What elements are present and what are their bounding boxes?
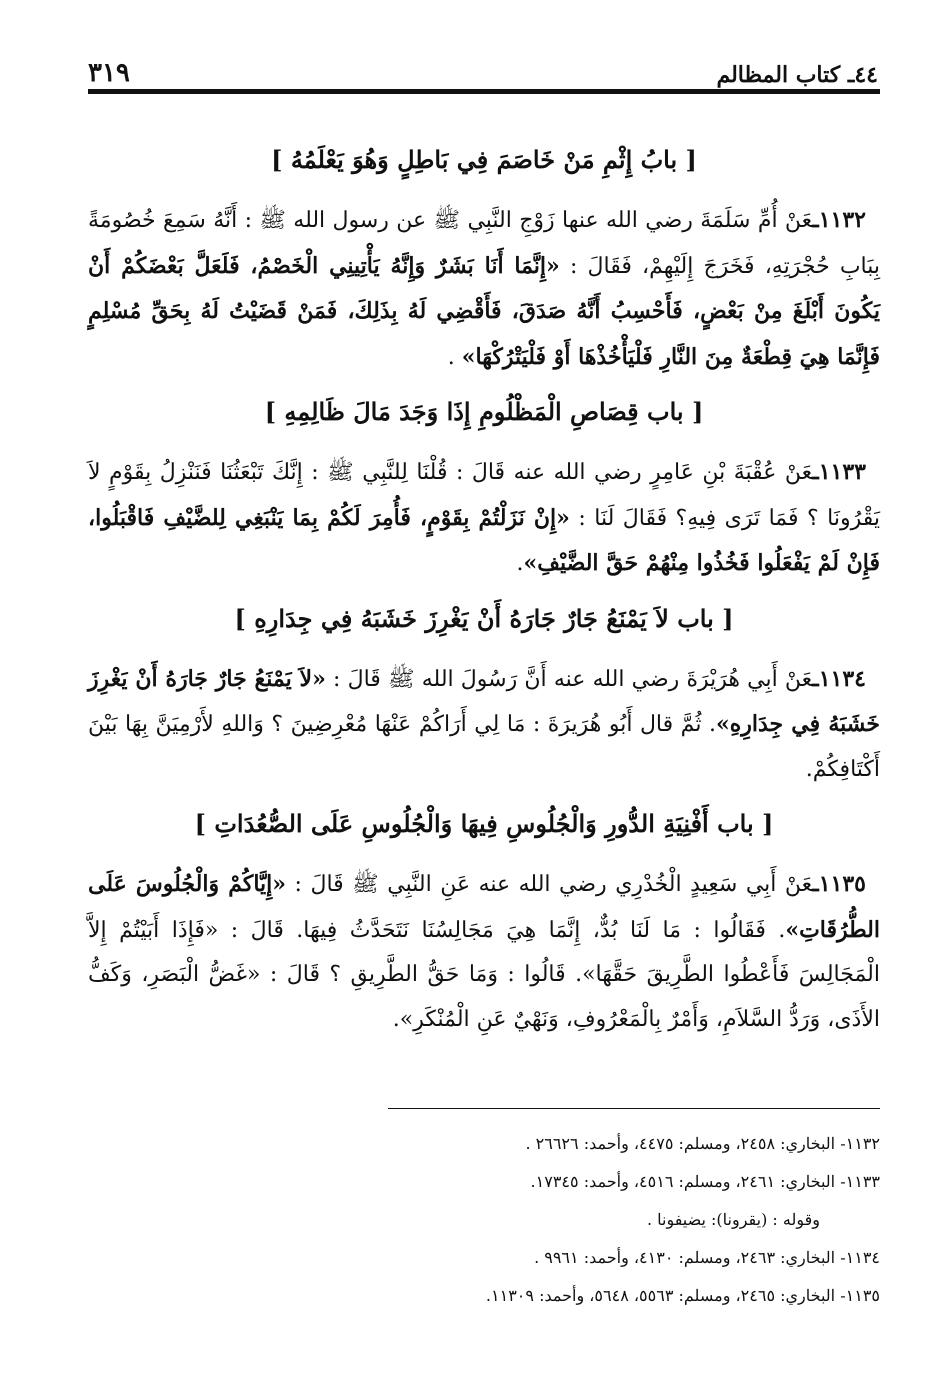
hadith-quote: «لاَ يَمْنَعُ جَارٌ جَارَهُ أَنْ يَغْرِزَ خَشَبَهُ فِي جِدَارِهِ»: [88, 665, 880, 737]
running-title: ٤٤ـ كتاب المظالم: [716, 62, 878, 88]
footnote: ١١٣٤- البخاري: ٢٤٦٣، ومسلم: ٤١٣٠، وأحمد: ٩٩٦١ .: [534, 1248, 880, 1267]
hadith-paragraph: [88, 450, 880, 587]
footnotes: [300, 1125, 880, 1315]
footnote: ١١٣٥- البخاري: ٢٤٦٥، ومسلم: ٥٥٦٣، ٥٦٤٨، وأحمد: ١١٣٠٩.: [485, 1286, 880, 1305]
hadith-number: ١١٣٢ـ: [812, 207, 866, 233]
hadith-text: عَنْ أُمِّ سَلَمَةَ رضي الله عنها زَوْجِ النَّبِي ﷺ عن رسول الله ﷺ : أَنَّهُ سَمِعَ خُصُومَةً بِبَابِ حُجْرَتِهِ، فَخَرَجَ إِلَيْهِمْ، فَقَالَ :: [88, 208, 880, 279]
hadith-quote: «إِيَّاكُمْ وَالْجُلُوسَ عَلَى الطُّرُقَاتِ»: [88, 871, 880, 943]
hadith-quote: «إِنْ نَزَلْتُمْ بِقَوْمٍ، فَأُمِرَ لَكُمْ بِمَا يَنْبَغِي لِلضَّيْفِ فَاقْبَلُوا، فَإِنْ لَمْ يَفْعَلُوا فَخُذُوا مِنْهُمْ حَقَّ الضَّيْفِ»: [88, 504, 880, 576]
hadith-number: ١١٣٥ـ: [812, 871, 866, 897]
page-header: [88, 48, 878, 88]
footnote: ١١٣٢- البخاري: ٢٤٥٨، ومسلم: ٤٤٧٥، وأحمد: ٢٦٦٢٦ .: [525, 1134, 880, 1153]
hadith-text: عَنْ أَبِي هُرَيْرَةَ رضي الله عنه أَنَّ رَسُولَ الله ﷺ قَالَ :: [325, 666, 813, 692]
hadith-tail: . فَقَالُوا : مَا لَنَا بُدٌّ، إِنَّمَا هِيَ مَجَالِسُنَا نَتَحَدَّثُ فِيهَا. قَالَ : «فَإِذَا أَبَيْتُمْ إِلاَّ الْمَجَالِسَ فَأَعْطُوا الطَّرِيقَ حَقَّهَا». قَالُوا : وَمَا حَقُّ الطَّرِيقِ ؟ قَالَ : «غَضُّ الْبَصَرِ، وَكَفُّ الأَذَى، وَرَدُّ السَّلاَمِ، وَأَمْرٌ بِالْمَعْرُوفِ، وَنَهْيٌ عَنِ الْمُنْكَرِ».: [88, 917, 880, 1032]
hadith-number: ١١٣٤ـ: [812, 665, 866, 692]
hadith-text: عَنْ أَبِي سَعِيدٍ الْخُدْرِي رضي الله عنه عَنِ النَّبِي ﷺ قَالَ :: [286, 872, 813, 897]
hadith-tail: .: [447, 344, 462, 370]
header-rule: [88, 89, 880, 94]
hadith-paragraph: [88, 657, 880, 793]
footnote-rule: [388, 1108, 880, 1109]
hadith-tail: .: [516, 551, 524, 576]
footnote-gloss: وقوله : (يقرونا): يضيفونا .: [646, 1210, 820, 1229]
hadith-tail: . ثُمَّ قال أَبُو هُرَيرَةَ : مَا لِي أَرَاكُمْ عَنْهَا مُعْرِضِينَ ؟ وَاللهِ لأَرْمِيَنَّ بِهَا بَيْنَ أَكْتَافِكُمْ.: [88, 712, 880, 782]
hadith-text: عَنْ عُقْبَةَ بْنِ عَامِرٍ رضي الله عنه قَالَ : قُلْنَا لِلنَّبِي ﷺ : إِنَّكَ تَبْعَثُنَا فَنَنْزِلُ بِقَوْمٍ لاَ يَقْرُونَا ؟ فَمَا تَرَى فِيهِ؟ فَقَالَ لَنَا :: [88, 460, 880, 531]
chapter-heading: [ باب أَفْنِيَةِ الدُّورِ وَالْجُلُوسِ فِيهَا وَالْجُلُوسِ عَلَى الصُّعُدَاتِ ]: [194, 809, 774, 838]
footnote: ١١٣٣- البخاري: ٢٤٦١، ومسلم: ٤٥١٦، وأحمد: ١٧٣٤٥.: [530, 1172, 880, 1191]
chapter-heading: [ باب لاَ يَمْنَعُ جَارٌ جَارَهُ أَنْ يَغْرِزَ خَشَبَهُ فِي جِدَارِهِ ]: [234, 603, 734, 633]
chapter-heading: [ باب قِصَاصِ الْمَظْلُومِ إِذَا وَجَدَ مَالَ ظَالِمِهِ ]: [264, 397, 704, 426]
chapter-heading: [ بابُ إِثْمِ مَنْ خَاصَمَ فِي بَاطِلٍ وَهُوَ يَعْلَمُهُ ]: [271, 145, 697, 174]
hadith-paragraph: [88, 862, 880, 1042]
page-number: ٣١٩: [88, 58, 130, 88]
hadith-quote: «إِنَّمَا أَنَا بَشَرٌ وَإِنَّهُ يَأْتِينِي الْخَصْمُ، فَلَعَلَّ بَعْضَكُمْ أَنْ يَكُونَ أَبْلَغَ مِنْ بَعْضٍ، فَأَحْسِبُ أَنَّهُ صَدَقَ، فَأَقْضِي لَهُ بِذَلِكَ، فَمَنْ قَضَيْتُ لَهُ بِحَقِّ مُسْلِمٍ فَإِنَّمَا هِيَ قِطْعَةٌ مِنَ النَّارِ فَلْيَأْخُذْهَا أَوْ فَلْيَتْرُكْهَا»: [88, 252, 880, 370]
hadith-number: ١١٣٣ـ: [812, 459, 866, 485]
page-body: [88, 130, 880, 1054]
hadith-paragraph: [88, 198, 880, 380]
